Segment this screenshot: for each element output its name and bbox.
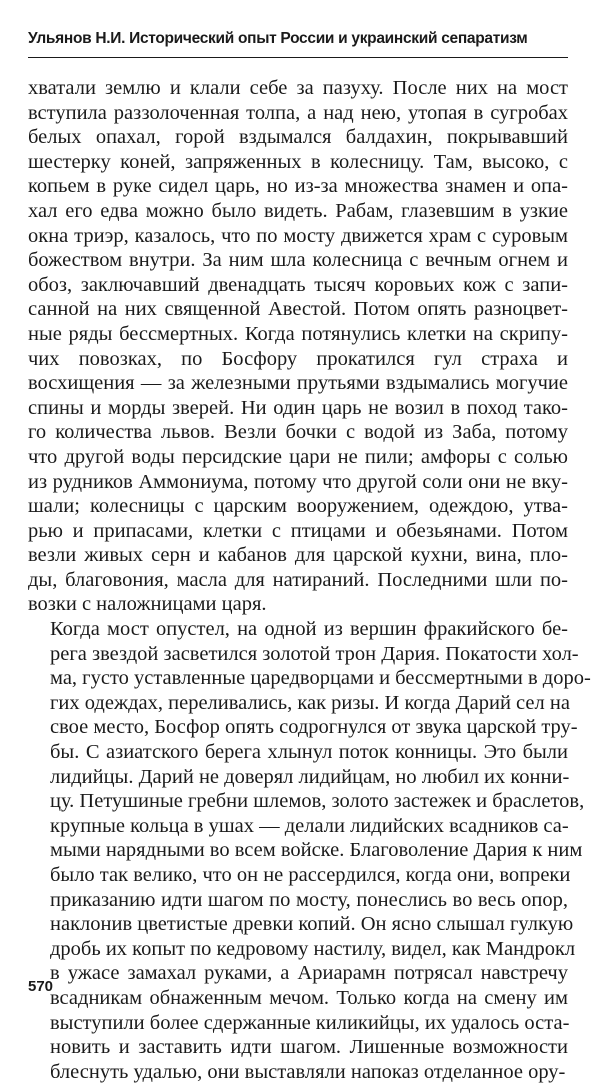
paragraph-1 <box>28 76 568 617</box>
body-text <box>28 76 591 1084</box>
text-line: выступили более сдержанные киликийцы, их удалось оста- <box>50 1011 570 1034</box>
text-line: гих одеждах, переливались, как ризы. И когда Дарий сел на <box>50 691 570 714</box>
text-line: мыми нарядными во всем войске. Благоволение Дария к ним <box>50 839 583 862</box>
text-line: спины и морды зверей. Ни один царь не возил в поход тако- <box>28 396 568 419</box>
text-line: санной на них священной Авестой. Потом опять разноцвет- <box>28 298 568 321</box>
text-line: всадникам обнаженным мечом. Только когда на смену им <box>50 986 568 1009</box>
text-line: цу. Петушиные гребни шлемов, золото застежек и браслетов, <box>50 790 585 813</box>
text-line: хал его едва можно было видеть. Рабам, глазевшим в узкие <box>28 199 568 222</box>
text-line: рега звездой засветился золотой трон Дария. Покатости хол- <box>50 642 579 665</box>
text-line: из рудников Аммониума, потому что другой соли они не вку- <box>28 470 568 493</box>
text-line: го количества львов. Везли бочки с водой из Заба, потому <box>28 421 568 444</box>
text-line: ды, благовония, масла для натираний. Последними шли по- <box>28 568 568 591</box>
header-rule <box>28 57 568 58</box>
text-line: Когда мост опустел, на одной из вершин фракийского бе- <box>50 618 568 641</box>
text-line: бы. С азиатского берега хлынул поток конницы. Это были <box>50 741 568 764</box>
text-line: возки с наложницами царя. <box>28 593 267 616</box>
text-line: копьем в руке сидел царь, но из-за множества знамен и опа- <box>28 175 568 198</box>
text-line: ные ряды бессмертных. Когда потянулись клетки на скрипу- <box>28 322 568 345</box>
text-line: белых опахал, горой вздымался балдахин, покрывавший <box>28 126 568 149</box>
text-line: чих повозках, по Босфору прокатился гул страха и <box>28 347 568 370</box>
text-line: дробь их копыт по кедровому настилу, видел, как Мандрокл <box>50 937 576 960</box>
text-line: блеснуть удалью, они выставляли напоказ отделанное ору- <box>50 1060 566 1083</box>
text-line: приказанию идти шагом по мосту, понеслись во весь опор, <box>50 888 568 911</box>
running-header: Ульянов Н.И. Исторический опыт России и украинский сепаратизм <box>28 30 528 47</box>
text-line: везли живых серн и кабанов для царской кухни, вина, пло- <box>28 544 568 567</box>
text-line: вступила раззолоченная толпа, а над нею, утопая в сугробах <box>28 101 568 124</box>
text-line: хватали землю и клали себе за пазуху. После них на мост <box>28 77 568 99</box>
text-line: ма, густо уставленные царедворцами и бессмертными в доро- <box>50 667 591 690</box>
text-line: рью и припасами, клетки с птицами и обезьянами. Потом <box>28 519 568 542</box>
text-line: крупные кольца в ушах — делали лидийских всадников са- <box>50 814 569 837</box>
text-line: шали; колесницы с царским вооружением, одеждою, утва- <box>28 495 568 518</box>
text-line: наклонив цветистые древки копий. Он ясно слышал гулкую <box>50 913 574 936</box>
text-line: окна триэр, казалось, что по мосту движется храм с суровым <box>28 224 568 247</box>
text-line: что другой воды персидские цари не пили; амфоры с солью <box>28 445 568 468</box>
text-line: божеством внутри. За ним шла колесница с вечным огнем и <box>28 249 568 272</box>
text-line: восхищения — за железными прутьями вздымались могучие <box>28 372 568 395</box>
text-line: лидийцы. Дарий не доверял лидийцам, но любил их конни- <box>50 765 570 788</box>
text-line: свое место, Босфор опять содрогнулся от звука царской тру- <box>50 716 578 739</box>
page-number: 570 <box>28 978 54 995</box>
text-line: было так велико, что он не рассердился, когда они, вопреки <box>50 864 571 886</box>
text-line: новить и заставить идти шагом. Лишенные возможности <box>50 1036 568 1059</box>
text-line: в ужасе замахал руками, а Ариарамн потрясал навстречу <box>50 962 568 985</box>
text-line: шестерку коней, запряженных в колесницу. Там, высоко, с <box>28 150 568 173</box>
paragraph-2 <box>28 617 591 1084</box>
text-line: обоз, заключавший двенадцать тысяч коровьих кож с запи- <box>28 273 568 296</box>
